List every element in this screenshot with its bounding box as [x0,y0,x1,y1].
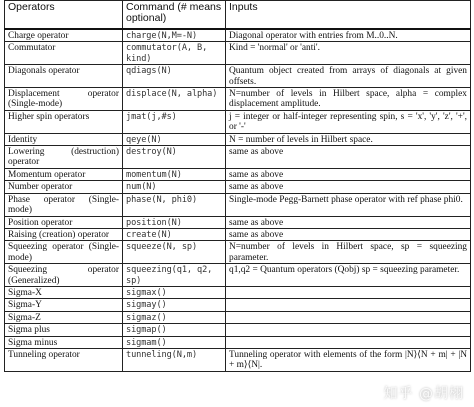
table-row [5,324,471,336]
table-row [5,88,471,111]
operator-cell: Displacement operator (Single-mode) [5,88,123,111]
operator-cell: Commutator [5,42,123,65]
inputs-cell: same as above [226,228,471,240]
command-cell: tunneling(N,m) [123,348,226,371]
operator-cell: Squeezing operator (Single-mode) [5,241,123,264]
table-row [5,286,471,298]
command-cell: jmat(j,#s) [123,110,226,133]
operator-cell: Lowering (destruction) operator [5,146,123,169]
inputs-cell: same as above [226,168,471,180]
command-cell: phase(N, phi0) [123,193,226,216]
inputs-cell [226,311,471,323]
command-cell: destroy(N) [123,146,226,169]
header-operators: Operators [5,1,123,30]
inputs-cell: Kind = 'normal' or 'anti'. [226,42,471,65]
command-cell: charge(N,M=-N) [123,29,226,42]
inputs-cell [226,324,471,336]
inputs-cell: N=number of levels in Hilbert space, alpha = complex displacement amplitude. [226,88,471,111]
inputs-cell: Tunneling operator with elements of the form |N⟩⟨N + m| + |N + m⟩⟨N|. [226,348,471,371]
operator-cell: Diagonals operator [5,65,123,88]
inputs-cell [226,299,471,311]
table-row [5,216,471,228]
inputs-cell: same as above [226,181,471,193]
command-cell: position(N) [123,216,226,228]
inputs-cell: q1,q2 = Quantum operators (Qobj) sp = squeezing parameter. [226,264,471,287]
table-row [5,299,471,311]
table-row [5,133,471,145]
command-cell: sigmax() [123,286,226,298]
inputs-cell: same as above [226,146,471,169]
operator-cell: Squeezing operator (Generalized) [5,264,123,287]
command-cell: sigmaz() [123,311,226,323]
command-cell: squeezing(q1, q2, sp) [123,264,226,287]
table-row [5,241,471,264]
operator-cell: Higher spin operators [5,110,123,133]
table-header-row [5,1,471,30]
command-cell: create(N) [123,228,226,240]
inputs-cell: N = number of levels in Hilbert space. [226,133,471,145]
inputs-cell: Single-mode Pegg-Barnett phase operator with ref phase phi0. [226,193,471,216]
table-row [5,336,471,348]
command-cell: displace(N, alpha) [123,88,226,111]
operator-cell: Sigma-Z [5,311,123,323]
inputs-cell: j = integer or half-integer representing spin, s = 'x', 'y', 'z', '+', or '-' [226,110,471,133]
header-inputs: Inputs [226,1,471,30]
inputs-cell: Diagonal operator with entries from M..0..N. [226,29,471,42]
table-row [5,29,471,42]
operator-cell: Sigma minus [5,336,123,348]
operator-cell: Sigma-Y [5,299,123,311]
table-row [5,228,471,240]
operators-table [4,0,471,372]
operator-cell: Position operator [5,216,123,228]
table-row [5,264,471,287]
operator-cell: Raising (creation) operator [5,228,123,240]
command-cell: momentum(N) [123,168,226,180]
command-cell: sigmap() [123,324,226,336]
inputs-cell: Quantum object created from arrays of diagonals at given offsets. [226,65,471,88]
inputs-cell [226,336,471,348]
operator-cell: Charge operator [5,29,123,42]
table-row [5,65,471,88]
table-row [5,168,471,180]
operator-cell: Sigma-X [5,286,123,298]
command-cell: qdiags(N) [123,65,226,88]
table-row [5,42,471,65]
table-row [5,146,471,169]
header-command: Command (# means optional) [123,1,226,30]
operator-cell: Number operator [5,181,123,193]
table-row [5,181,471,193]
table-row [5,110,471,133]
command-cell: sigmay() [123,299,226,311]
operator-cell: Momentum operator [5,168,123,180]
inputs-cell: same as above [226,216,471,228]
operator-cell: Sigma plus [5,324,123,336]
command-cell: sigmam() [123,336,226,348]
watermark: 知乎 @胡栩 [383,386,464,402]
table-row [5,193,471,216]
command-cell: commutator(A, B, kind) [123,42,226,65]
command-cell: qeye(N) [123,133,226,145]
operator-cell: Identity [5,133,123,145]
table-body [5,29,471,371]
command-cell: num(N) [123,181,226,193]
table-row [5,311,471,323]
table-row [5,348,471,371]
operator-cell: Phase operator (Single-mode) [5,193,123,216]
inputs-cell: N=number of levels in Hilbert space, sp = squeezing parameter. [226,241,471,264]
inputs-cell [226,286,471,298]
command-cell: squeeze(N, sp) [123,241,226,264]
operator-cell: Tunneling operator [5,348,123,371]
